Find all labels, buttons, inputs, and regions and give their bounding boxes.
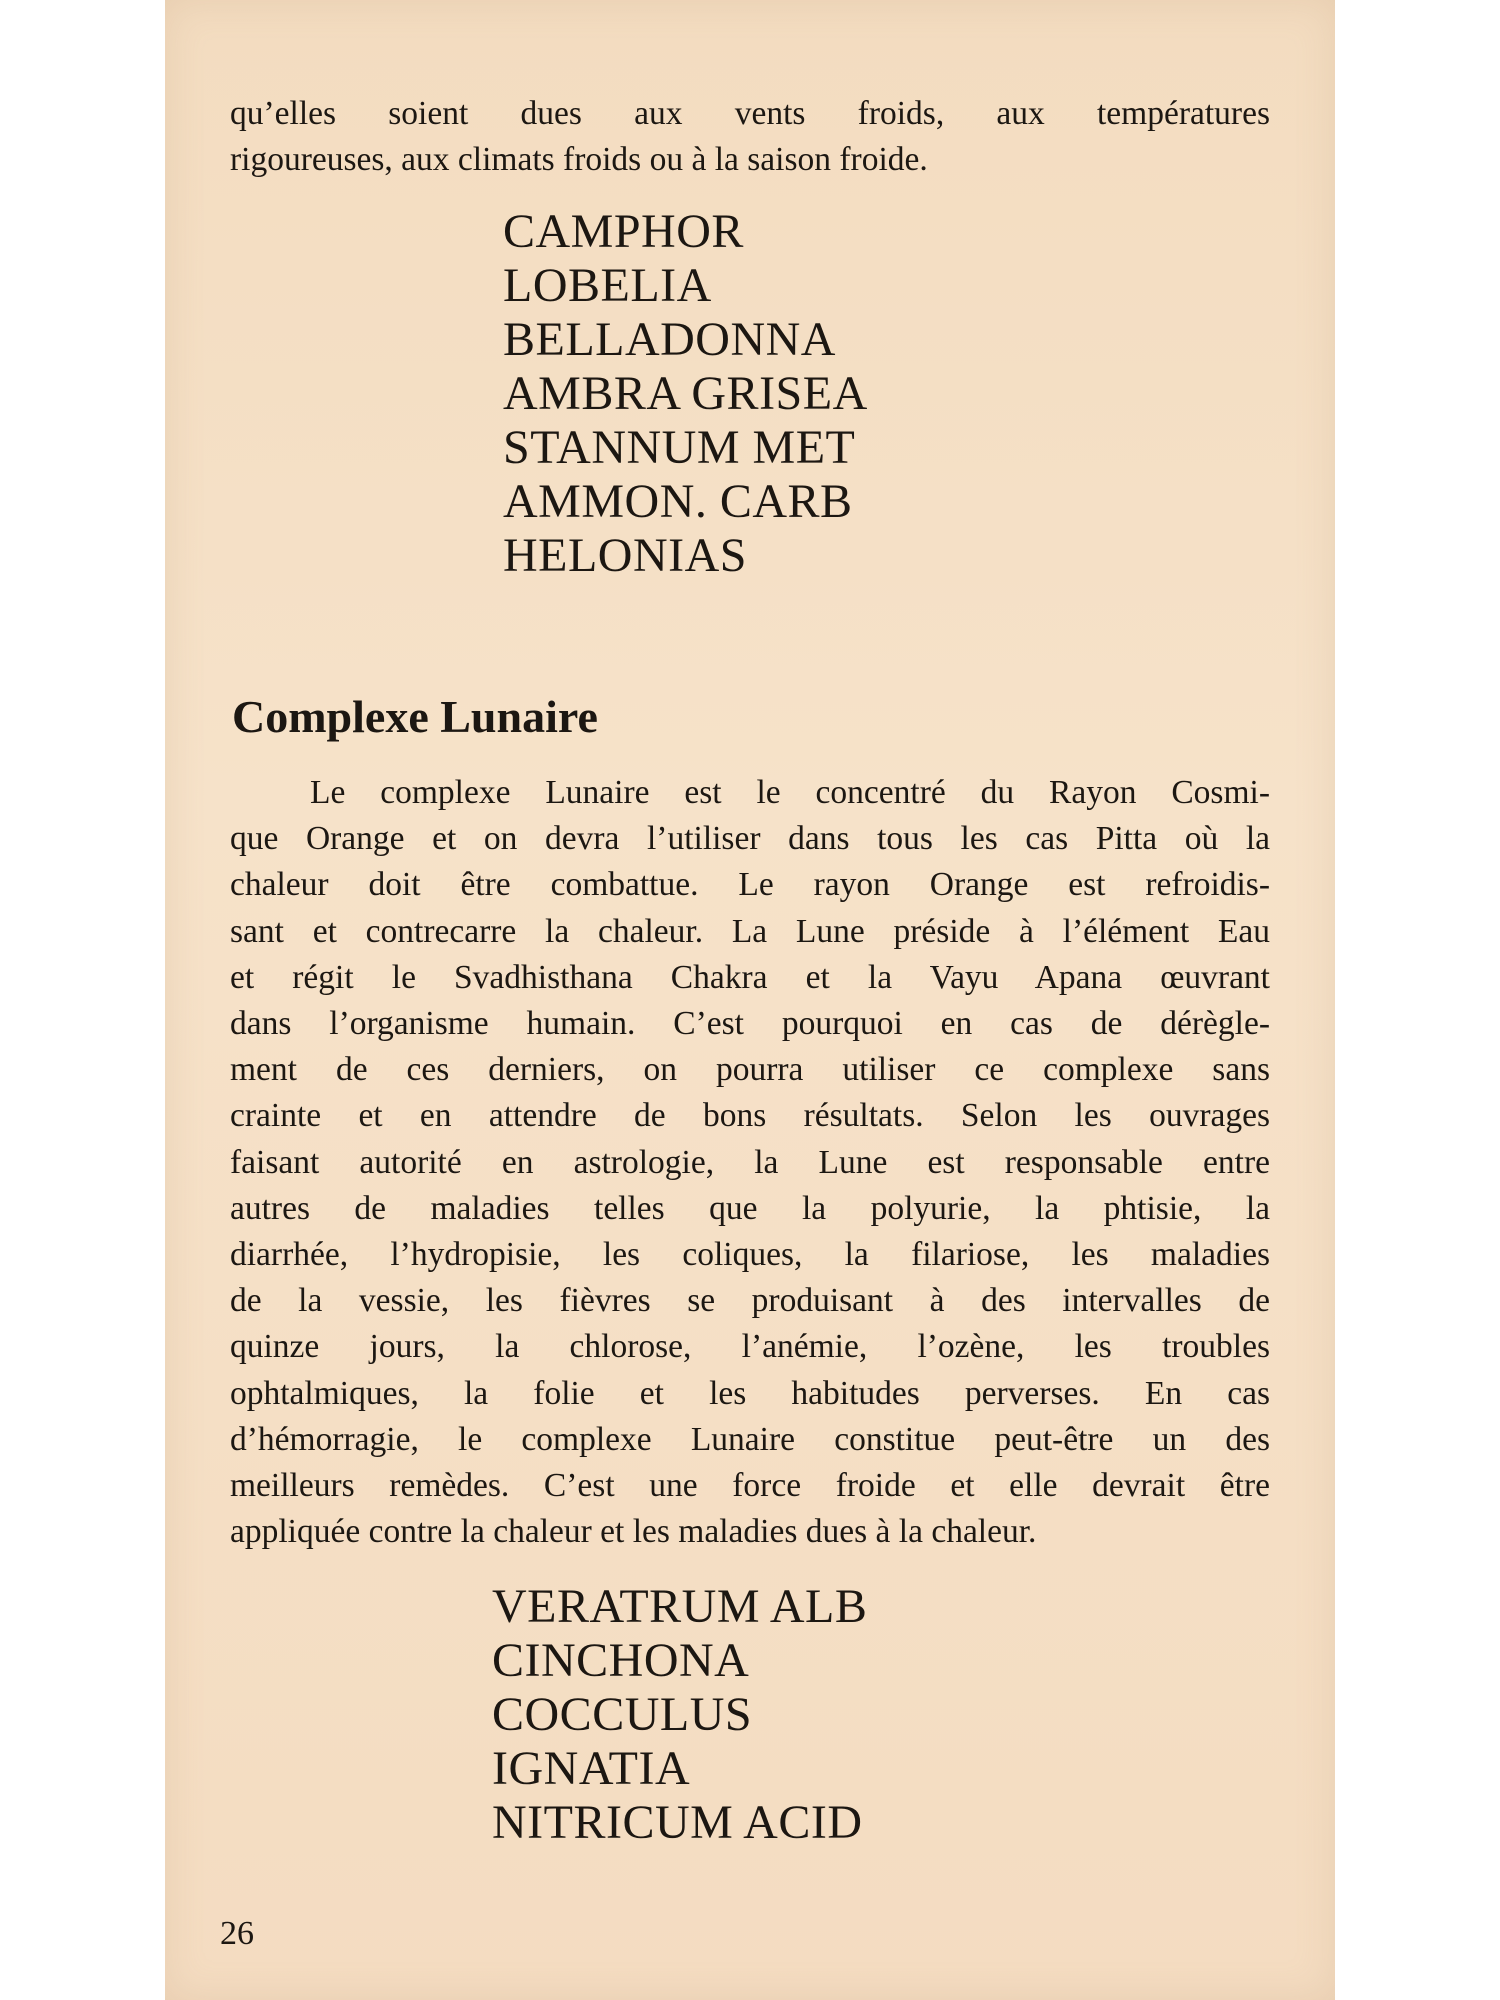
remedy-item: CINCHONA xyxy=(492,1634,750,1687)
intro-paragraph xyxy=(230,91,1270,183)
paragraph-line: que Orange et on devra l’utiliser dans tous les cas Pitta où la xyxy=(230,820,1270,858)
remedy-list-2 xyxy=(492,1580,867,1850)
paragraph-line: quinze jours, la chlorose, l’anémie, l’ozène, les troubles xyxy=(230,1328,1270,1366)
remedy-item: IGNATIA xyxy=(492,1742,691,1795)
remedy-item: STANNUM MET xyxy=(503,421,856,474)
remedy-item: BELLADONNA xyxy=(503,313,836,366)
remedy-item: COCCULUS xyxy=(492,1688,753,1741)
paragraph-line: autres de maladies telles que la polyurie, la phtisie, la xyxy=(230,1189,1270,1227)
remedy-item: LOBELIA xyxy=(503,259,712,312)
paragraph-line: appliquée contre la chaleur et les maladies dues à la chaleur. xyxy=(230,1513,1037,1551)
paragraph-line: dans l’organisme humain. C’est pourquoi en cas de dérègle- xyxy=(230,1005,1270,1043)
paragraph-line: Le complexe Lunaire est le concentré du Rayon Cosmi- xyxy=(310,774,1270,811)
paragraph-line: d’hémorragie, le complexe Lunaire constitue peut-être un des xyxy=(230,1420,1270,1458)
intro-line: qu’elles soient dues aux vents froids, aux températures xyxy=(230,95,1270,132)
paragraph-line: et régit le Svadhisthana Chakra et la Vayu Apana œuvrant xyxy=(230,958,1270,996)
paragraph-line: ment de ces derniers, on pourra utiliser ce complexe sans xyxy=(230,1051,1270,1089)
page-number: 26 xyxy=(220,1915,254,1952)
remedy-item: AMMON. CARB xyxy=(503,475,853,528)
remedy-item: HELONIAS xyxy=(503,529,747,582)
section-heading: Complexe Lunaire xyxy=(232,691,598,742)
intro-line: rigoureuses, aux climats froids ou à la saison froide. xyxy=(230,141,928,178)
remedy-item: CAMPHOR xyxy=(503,205,744,258)
paragraph-line: meilleurs remèdes. C’est une force froide et elle devrait être xyxy=(230,1467,1270,1505)
book-page xyxy=(165,0,1335,2000)
section-paragraph xyxy=(230,770,1270,1555)
paragraph-line: de la vessie, les fièvres se produisant à des intervalles de xyxy=(230,1282,1270,1320)
paragraph-line: chaleur doit être combattue. Le rayon Orange est refroidis- xyxy=(230,866,1270,904)
paragraph-line: crainte et en attendre de bons résultats. Selon les ouvrages xyxy=(230,1097,1270,1135)
remedy-item: VERATRUM ALB xyxy=(492,1580,868,1633)
paragraph-line: ophtalmiques, la folie et les habitudes perverses. En cas xyxy=(230,1374,1270,1412)
paragraph-line: faisant autorité en astrologie, la Lune est responsable entre xyxy=(230,1143,1270,1181)
paragraph-line: sant et contrecarre la chaleur. La Lune préside à l’élément Eau xyxy=(230,912,1270,950)
remedy-item: AMBRA GRISEA xyxy=(503,367,868,420)
remedy-list-1 xyxy=(503,205,868,583)
remedy-item: NITRICUM ACID xyxy=(492,1796,863,1849)
paragraph-line: diarrhée, l’hydropisie, les coliques, la filariose, les maladies xyxy=(230,1236,1270,1274)
